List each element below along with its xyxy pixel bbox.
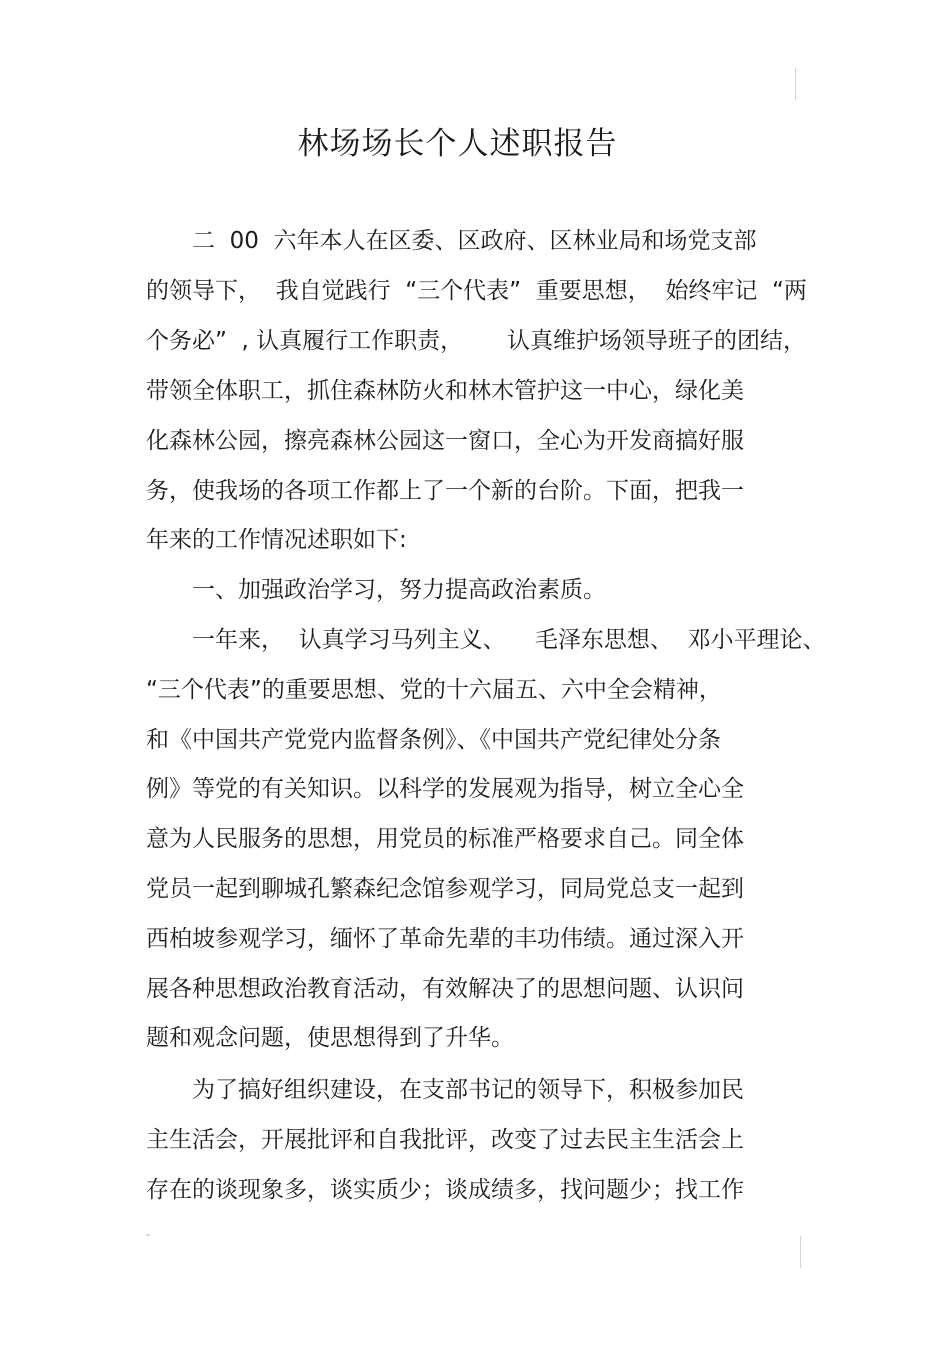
body-line: 意为人民服务的思想，用党员的标准严格要求自己。同全体	[146, 826, 744, 852]
body-line: 个务必” , 认真履行工作职责， 认真维护场领导班子的团结，	[146, 328, 807, 354]
body-line: 展各种思想政治教育活动，有效解决了的思想问题、认识问	[146, 976, 744, 1002]
body-line: 的领导下， 我自觉践行 “三个代表” 重要思想， 始终牢记 “两	[146, 278, 807, 304]
body-line: 年来的工作情况述职如下:	[146, 527, 407, 553]
body-line: 带领全体职工，抓住森林防火和林木管护这一中心，绿化美	[146, 378, 744, 404]
body-line: 和《中国共产党党内监督条例》、《中国共产党纪律处分条	[146, 727, 721, 753]
page-title: 林场场长个人述职报告	[297, 126, 618, 162]
body-line: 务，使我场的各项工作都上了一个新的台阶。下面，把我一	[146, 478, 744, 504]
body-line: “三个代表”的重要思想、党的十六届五、六中全会精神，	[146, 677, 722, 703]
body-line: 二 00 六年本人在区委、区政府、区林业局和场党支部	[192, 228, 757, 254]
page-edge-mark-top	[795, 68, 796, 100]
body-line: 化森林公园，擦亮森林公园这一窗口，全心为开发商搞好服	[146, 428, 744, 454]
body-line: 题和观念问题，使思想得到了升华。	[146, 1025, 514, 1051]
page-edge-mark-bottom	[800, 1236, 801, 1268]
body-line: 存在的谈现象多，谈实质少；谈成绩多，找问题少；找工作	[146, 1177, 744, 1203]
body-line: 主生活会，开展批评和自我批评，改变了过去民主生活会上	[146, 1127, 744, 1153]
body-line: 一年来， 认真学习马列主义、 毛泽东思想、 邓小平理论、	[192, 627, 826, 653]
body-line: 党员一起到聊城孔繁森纪念馆参观学习，同局党总支一起到	[146, 876, 744, 902]
section-heading: 一、加强政治学习，努力提高政治素质。	[192, 577, 606, 603]
page-speck	[146, 1234, 150, 1236]
body-line: 西柏坡参观学习，缅怀了革命先辈的丰功伟绩。通过深入开	[146, 926, 744, 952]
body-line: 例》等党的有关知识。以科学的发展观为指导，树立全心全	[146, 776, 744, 802]
body-line: 为了搞好组织建设，在支部书记的领导下，积极参加民	[192, 1077, 744, 1103]
